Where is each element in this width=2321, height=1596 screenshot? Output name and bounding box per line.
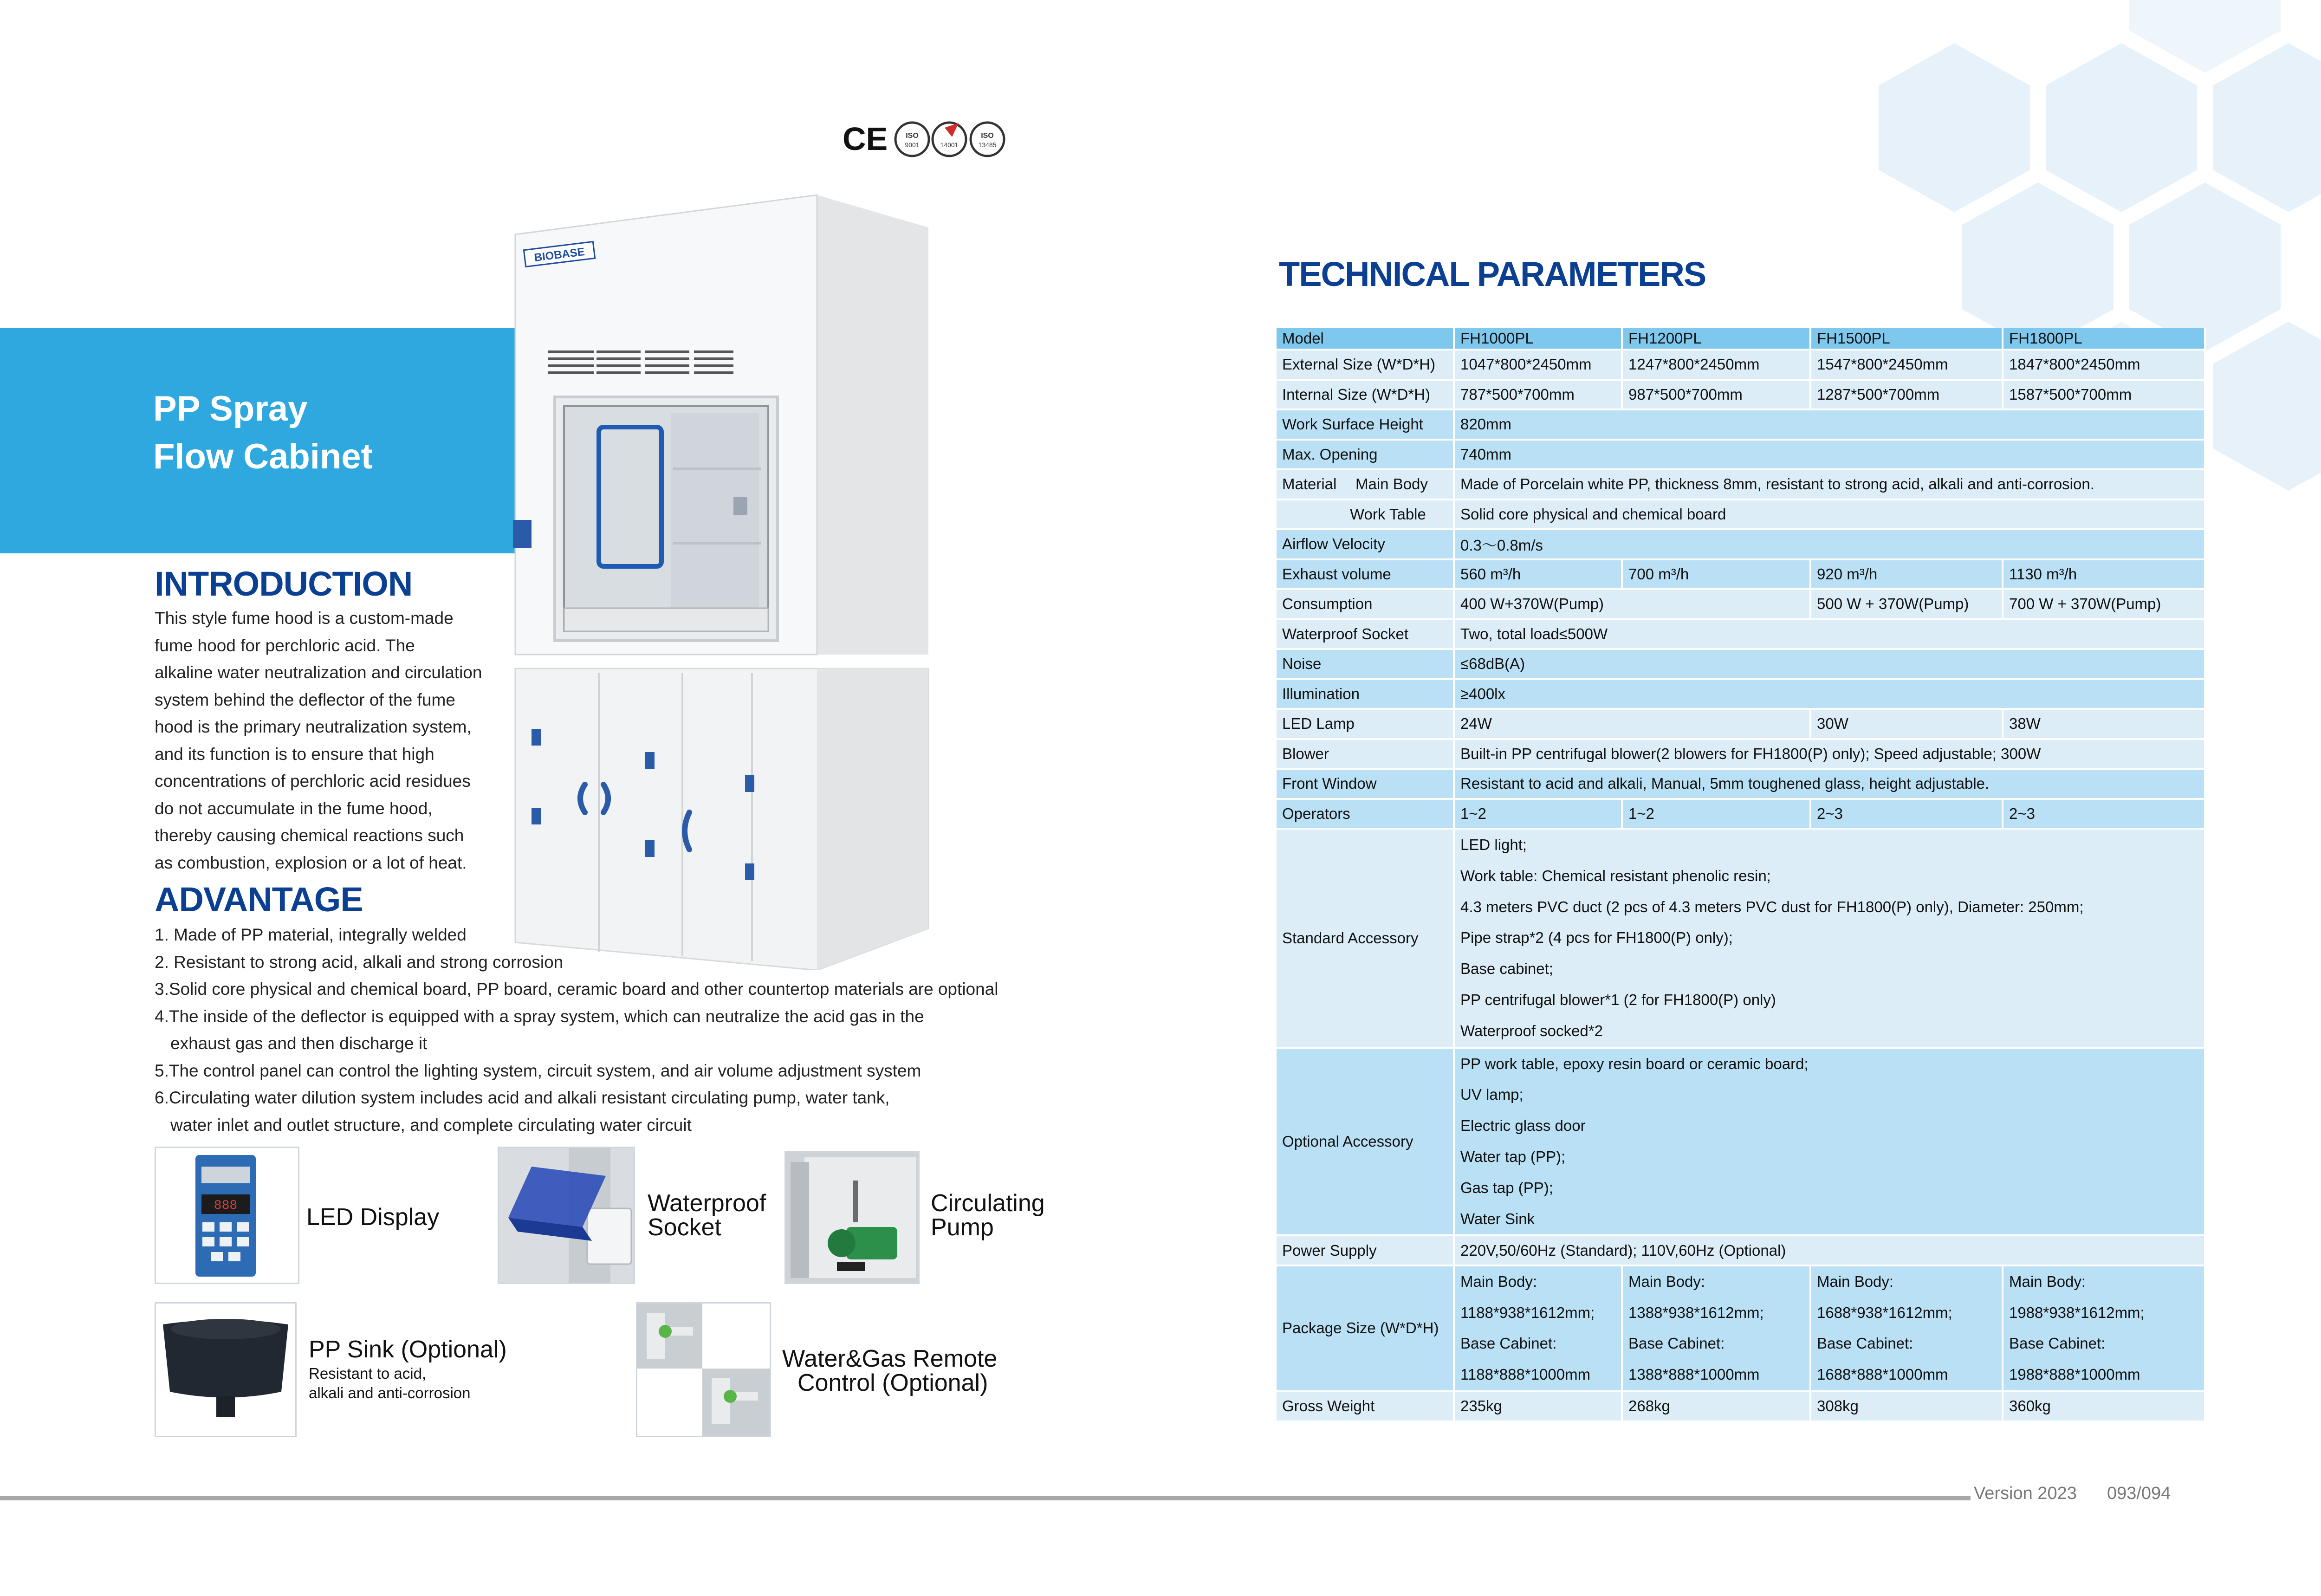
intro-line: alkaline water neutralization and circulation [155,663,482,682]
fume-hood-product-image [511,190,956,970]
list-item: Base Cabinet: [1628,1335,1725,1352]
row-label: Internal Size (W*D*H) [1277,381,1455,411]
list-item: Gas tap (PP); [1460,1179,1553,1196]
row-label: Waterproof Socket [1277,620,1455,650]
table-cell: 1~2 [1623,800,1811,830]
row-label: External Size (W*D*H) [1277,350,1455,381]
footer-divider [0,1496,1971,1500]
table-row [1277,740,2206,770]
list-item: 1388*938*1612mm; [1628,1304,1764,1321]
row-label: Exhaust volume [1277,560,1455,590]
table-cell: 400 W+370W(Pump) [1455,590,1811,620]
table-row [1277,470,2206,500]
list-item: Main Body: [1628,1272,1705,1290]
table-row [1277,620,2206,650]
led-display-image [155,1147,299,1284]
svg-text:ISO: ISO [906,132,919,140]
led-display-caption: LED Display [306,1204,440,1231]
row-label: Blower [1277,740,1455,770]
table-cell-list [2003,1266,2206,1392]
technical-parameters-table [1277,328,2206,1422]
advantage-item: 6.Circulating water dilution system includes acid and alkali resistant circulating pump, water tank, [155,1088,890,1107]
table-cell: Made of Porcelain white PP, thickness 8mm, resistant to strong acid, alkali and anti-corrosion. [1455,470,2206,500]
table-cell: 1847*800*2450mm [2003,350,2206,381]
intro-line: and its function is to ensure that high [155,744,434,764]
table-row [1277,328,2206,350]
waterproof-socket-caption-1: Waterproof [648,1190,766,1217]
list-item: 1988*888*1000mm [2009,1366,2140,1383]
circulating-pump-caption-1: Circulating [931,1190,1045,1217]
row-label: LED Lamp [1277,710,1455,740]
table-cell: 38W [2003,710,2206,740]
list-item: UV lamp; [1460,1086,1524,1103]
table-cell: 24W [1455,710,1811,740]
list-item: Base Cabinet: [1817,1335,1913,1352]
svg-text:ISO: ISO [981,132,994,140]
footer [1974,1484,2171,1504]
table-cell: 220V,50/60Hz (Standard); 110V,60Hz (Optional) [1455,1236,2206,1266]
advantage-item: 4.The inside of the deflector is equipped with a spray system, which can neutralize the acid gas in the [155,1006,924,1026]
list-item: Main Body: [1460,1272,1537,1290]
table-row [1277,381,2206,411]
row-label: Model [1277,328,1455,350]
list-item: Main Body: [2009,1272,2086,1290]
list-item: 4.3 meters PVC duct (2 pcs of 4.3 meters PVC dust for FH1800(P) only), Diameter: 250mm; [1460,898,2084,915]
table-cell: Solid core physical and chemical board [1455,500,2206,531]
table-cell: 308kg [1811,1392,2003,1422]
table-cell: 235kg [1455,1392,1623,1422]
advantage-list [155,921,1106,1139]
advantage-heading: ADVANTAGE [155,880,363,919]
table-row [1277,650,2206,680]
table-row [1277,1266,2206,1392]
table-cell-list [1455,1266,1623,1392]
list-item: Waterproof socked*2 [1460,1022,1603,1039]
table-cell: 820mm [1455,410,2206,441]
row-label: Optional Accessory [1277,1049,1455,1237]
row-sublabel: Main Body [1355,475,1428,493]
table-cell: FH1500PL [1811,328,2003,350]
table-cell: 1287*500*700mm [1811,381,2003,411]
svg-text:CE: CE [843,121,888,157]
table-cell: 268kg [1623,1392,1811,1422]
row-label: Consumption [1277,590,1455,620]
table-cell: 987*500*700mm [1623,381,1811,411]
table-cell: 360kg [2003,1392,2206,1422]
row-label: Airflow Velocity [1277,530,1455,560]
intro-line: system behind the deflector of the fume [155,690,455,709]
advantage-item: water inlet and outlet structure, and complete circulating water circuit [170,1115,692,1135]
table-cell: 1547*800*2450mm [1811,350,2003,381]
list-item: Base Cabinet: [1460,1335,1557,1352]
brand-logo: BIOBASE [533,245,586,265]
table-cell: 1130 m³/h [2003,560,2206,590]
advantage-item: exhaust gas and then discharge it [170,1034,428,1053]
table-row [1277,830,2206,1049]
remote-control-caption-2: Control (Optional) [797,1369,988,1396]
technical-parameters-heading: TECHNICAL PARAMETERS [1279,255,1706,293]
table-cell: 30W [1811,710,2003,740]
row-sublabel: Work Table [1350,505,1426,523]
svg-text:13485: 13485 [978,141,997,149]
table-cell: Built-in PP centrifugal blower(2 blowers for FH1800(P) only); Speed adjustable; 300W [1455,740,2206,770]
intro-line: thereby causing chemical reactions such [155,826,464,845]
table-cell: 1047*800*2450mm [1455,350,1623,381]
advantage-item: 1. Made of PP material, integrally welded [155,925,467,944]
table-row [1277,410,2206,441]
row-label: Work Surface Height [1277,410,1455,441]
table-cell-list [1455,830,2206,1049]
list-item: Water Sink [1460,1210,1535,1227]
table-cell: 1587*500*700mm [2003,381,2206,411]
list-item: 1988*938*1612mm; [2009,1304,2145,1321]
table-row [1277,770,2206,800]
svg-text:14001: 14001 [940,141,959,149]
table-row [1277,500,2206,531]
list-item: 1688*938*1612mm; [1817,1304,1952,1321]
list-item: 1688*888*1000mm [1817,1366,1948,1383]
table-row [1277,800,2206,830]
table-cell: 700 m³/h [1623,560,1811,590]
table-row [1277,350,2206,381]
introduction-heading: INTRODUCTION [155,564,413,603]
title-line-1: PP Spray [153,389,308,428]
table-cell: 2~3 [1811,800,2003,830]
table-cell: 2~3 [2003,800,2206,830]
table-cell: 920 m³/h [1811,560,2003,590]
introduction-text [155,605,517,876]
table-cell: FH1200PL [1623,328,1811,350]
waterproof-socket-image [498,1147,635,1284]
intro-line: hood is the primary neutralization system, [155,717,472,736]
title-line-2: Flow Cabinet [153,437,373,476]
row-label: Standard Accessory [1277,830,1455,1049]
table-row [1277,1236,2206,1266]
advantage-item: 2. Resistant to strong acid, alkali and strong corrosion [155,952,564,972]
list-item: Pipe strap*2 (4 pcs for FH1800(P) only); [1460,929,1733,947]
list-item: PP work table, epoxy resin board or ceramic board; [1460,1055,1809,1072]
table-cell: 560 m³/h [1455,560,1623,590]
table-row [1277,1392,2206,1422]
table-row [1277,560,2206,590]
intro-line: fume hood for perchloric acid. The [155,636,415,655]
list-item: LED light; [1460,836,1527,853]
row-label: Gross Weight [1277,1392,1455,1422]
list-item: PP centrifugal blower*1 (2 for FH1800(P) only) [1460,991,1776,1008]
advantage-item: 3.Solid core physical and chemical board, PP board, ceramic board and other countertop materials are optional [155,980,998,999]
title-banner [0,328,516,553]
advantage-item: 5.The control panel can control the lighting system, circuit system, and air volume adjustment system [155,1061,921,1080]
list-item: Electric glass door [1460,1117,1586,1135]
table-cell: Resistant to acid and alkali, Manual, 5mm toughened glass, height adjustable. [1455,770,2206,800]
row-label: Noise [1277,650,1455,680]
led-screen-digits: 888 [214,1199,238,1213]
table-cell-list [1811,1266,2003,1392]
table-cell: 1247*800*2450mm [1623,350,1811,381]
table-cell-list [1623,1266,1811,1392]
table-row [1277,710,2206,740]
row-label: Operators [1277,800,1455,830]
list-item: 1188*888*1000mm [1460,1366,1591,1383]
row-label: Material [1282,475,1337,493]
list-item: Base cabinet; [1460,960,1553,978]
svg-text:9001: 9001 [905,141,920,149]
intro-line: as combustion, explosion or a lot of heat. [155,853,467,872]
row-label: Illumination [1277,680,1455,710]
list-item: Base Cabinet: [2009,1335,2106,1352]
table-cell: 500 W + 370W(Pump) [1811,590,2003,620]
table-cell: 787*500*700mm [1455,381,1623,411]
row-label-group [1277,500,1455,531]
intro-line: concentrations of perchloric acid residues [155,772,471,791]
table-cell: FH1000PL [1455,328,1623,350]
table-row [1277,1049,2206,1237]
certification-logos [843,118,1019,160]
remote-control-image [636,1302,771,1437]
remote-control-caption-1: Water&Gas Remote [782,1345,998,1372]
table-cell: 740mm [1455,441,2206,471]
list-item: Main Body: [1817,1272,1894,1290]
row-label: Power Supply [1277,1236,1455,1266]
table-cell: Two, total load≤500W [1455,620,2206,650]
row-label: Max. Opening [1277,441,1455,471]
table-row [1277,590,2206,620]
table-cell: 1~2 [1455,800,1623,830]
pp-sink-caption: PP Sink (Optional) [309,1336,507,1363]
circulating-pump-image [784,1151,920,1284]
table-cell-list [1455,1049,2206,1237]
intro-line: This style fume hood is a custom-made [155,609,454,628]
table-cell: 700 W + 370W(Pump) [2003,590,2206,620]
intro-line: do not accumulate in the fume hood, [155,798,433,818]
table-row [1277,441,2206,471]
list-item: 1388*888*1000mm [1628,1366,1760,1383]
pp-sink-subcaption-2: alkali and anti-corrosion [309,1384,471,1401]
page-numbers: 093/094 [2107,1484,2171,1503]
circulating-pump-caption-2: Pump [931,1214,994,1241]
list-item: Work table: Chemical resistant phenolic resin; [1460,867,1771,884]
table-cell: FH1800PL [2003,328,2206,350]
table-cell: 0.3〜0.8m/s [1455,530,2206,560]
table-cell: ≥400lx [1455,680,2206,710]
list-item: 1188*938*1612mm; [1460,1304,1595,1321]
row-label: Front Window [1277,770,1455,800]
row-label: Package Size (W*D*H) [1277,1266,1455,1392]
table-row [1277,680,2206,710]
pp-sink-image [155,1302,297,1437]
version-label: Version 2023 [1974,1484,2077,1503]
row-label-group [1277,470,1455,500]
table-row [1277,530,2206,560]
pp-sink-subcaption-1: Resistant to acid, [309,1365,427,1382]
list-item: Water tap (PP); [1460,1148,1566,1165]
table-cell: ≤68dB(A) [1455,650,2206,680]
waterproof-socket-caption-2: Socket [648,1214,721,1241]
